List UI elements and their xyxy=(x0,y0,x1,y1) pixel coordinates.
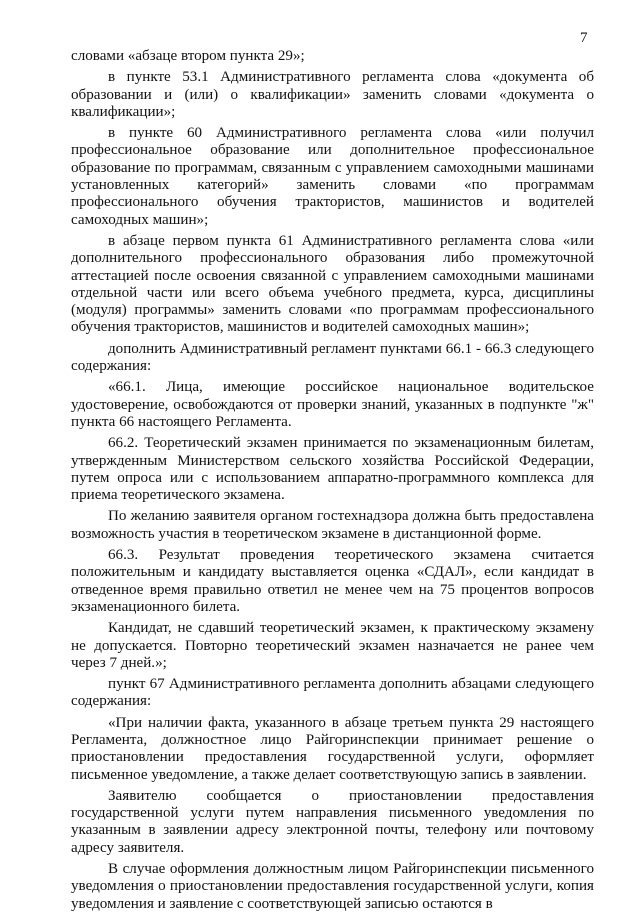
paragraph: По желанию заявителя органом гостехнадзора должна быть предоставлена возможность участия в теоретическом экзамене в дистанционной форме. xyxy=(71,508,594,542)
paragraph: в пункте 53.1 Административного регламента слова «документа об образовании и (или) о квалификации» заменить словами «документа о квалификации»; xyxy=(71,69,594,120)
paragraph: в пункте 60 Административного регламента слова «или получил профессиональное образование или дополнительное профессиональное образование по программам, связанным с управлением самоходными машинами установленных категорий» заменить словами «по программам профессионального обучения трактористов, машинистов и водителей самоходных машин»; xyxy=(71,125,594,228)
paragraph: В случае оформления должностным лицом Райгоринспекции письменного уведомления о приостановлении предоставления государственной услуги, копия уведомления и заявление с соответствующей записью остаются в xyxy=(71,861,594,912)
paragraph: в абзаце первом пункта 61 Административного регламента слова «или дополнительного профессионального образования либо промежуточной аттестацией после освоения связанной с управлением самоходными машинами отдельной части или всего объема учебного предмета, курса, дисциплины (модуля) программы» заменить словами «по программам профессионального обучения трактористов, машинистов и водителей самоходных машин»; xyxy=(71,232,594,336)
page-number: 7 xyxy=(580,30,588,46)
paragraph: 66.3. Результат проведения теоретического экзамена считается положительным и кандидату выставляется оценка «СДАЛ», если кандидат в отведенное время правильно ответил не менее чем на 75 процентов вопросов экзаменационного билета. xyxy=(71,547,594,615)
document-body xyxy=(71,48,594,917)
paragraph: дополнить Административный регламент пунктами 66.1 - 66.3 следующего содержания: xyxy=(71,340,594,375)
paragraph: «При наличии факта, указанного в абзаце третьем пункта 29 настоящего Регламента, должностное лицо Райгоринспекции принимает решение о приостановлении предоставления государственной услуги, оформляет письменное уведомление, а также делает соответствующую запись в заявлении. xyxy=(71,714,594,783)
paragraph: пункт 67 Административного регламента дополнить абзацами следующего содержания: xyxy=(71,676,594,710)
paragraph: Кандидат, не сдавший теоретический экзамен, к практическому экзамену не допускается. Повторно теоретический экзамен назначается не ранее чем через 7 дней.»; xyxy=(71,620,594,671)
paragraph: Заявителю сообщается о приостановлении предоставления государственной услуги путем направления письменного уведомления по указанным в заявлении адресу электронной почты, телефону или почтовому адресу заявителя. xyxy=(71,787,594,856)
paragraph: словами «абзаце втором пункта 29»; xyxy=(71,48,305,64)
paragraph: 66.2. Теоретический экзамен принимается по экзаменационным билетам, утвержденным Министерством сельского хозяйства Российской Федерации, путем опроса или с использованием аппаратно-программного комплекса для приема теоретического экзамена. xyxy=(71,435,594,504)
paragraph: «66.1. Лица, имеющие российское национальное водительское удостоверение, освобождаются от проверки знаний, указанных в подпункте "ж" пункта 66 настоящего Регламента. xyxy=(71,379,594,430)
